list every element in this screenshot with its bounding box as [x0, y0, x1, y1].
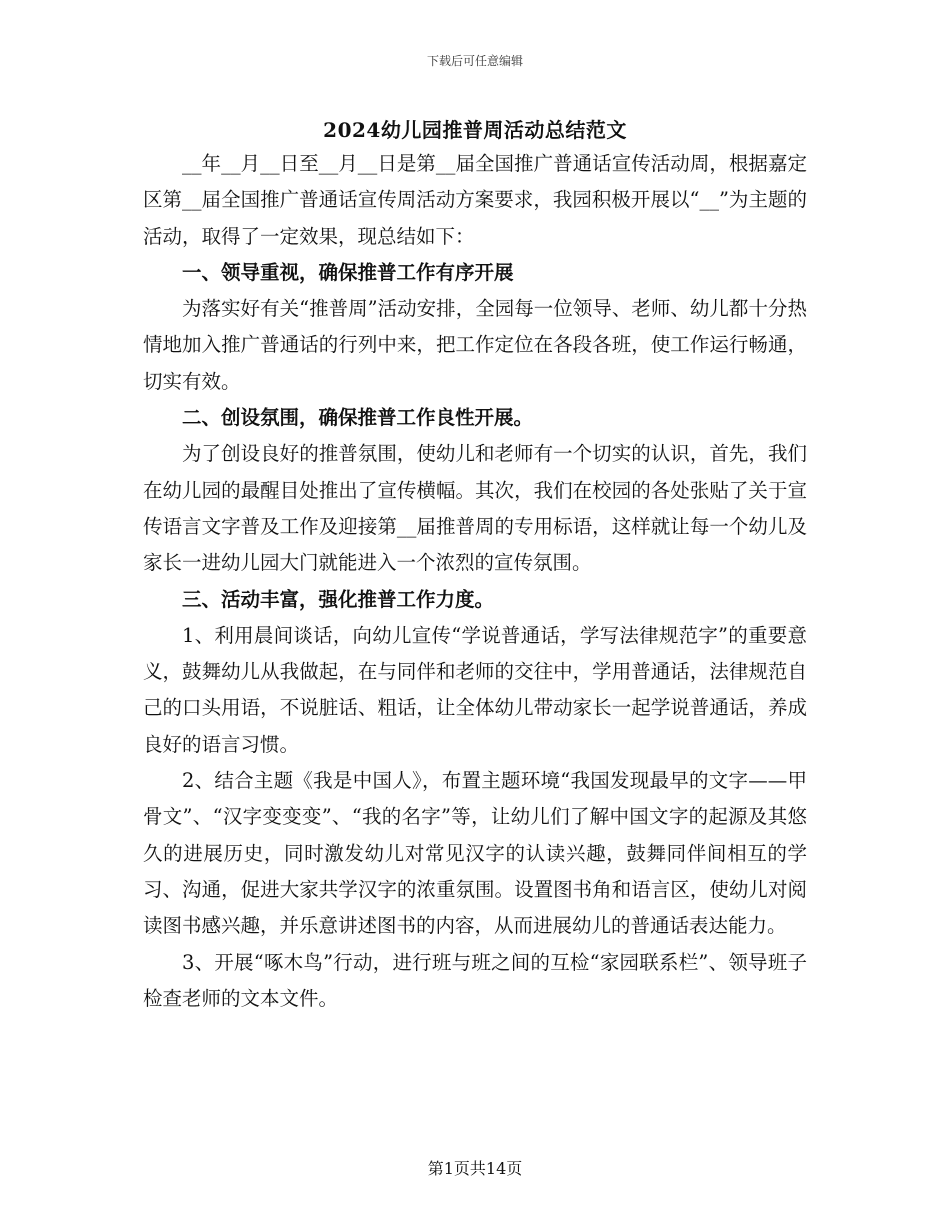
section-heading-1: 一、领导重视，确保推普工作有序开展	[182, 260, 514, 284]
page-footer: 第1页共14页	[427, 1159, 523, 1178]
section-3-item-2: 2、结合主题《我是中国人》，布置主题环境“我国发现最早的文字——甲骨文”、“汉字变变变”、“我的名字”等，让幼儿们了解中国文字的起源及其悠久的进展历史，同时激发幼儿对常见汉字的认读兴趣，鼓舞同伴间相互的学习、沟通，促进大家共学汉字的浓重氛围。设置图书角和语言区，使幼儿对阅读图书感兴趣，并乐意讲述图书的内容，从而进展幼儿的普通话表达能力。	[143, 769, 807, 938]
document-title: 2024幼儿园推普周活动总结范文	[323, 118, 627, 142]
section-heading-2: 二、创设氛围，确保推普工作良性开展。	[182, 406, 534, 430]
section-3-item-1: 1、利用晨间谈话，向幼儿宣传“学说普通话，学写法律规范字”的重要意义，鼓舞幼儿从我做起，在与同伴和老师的交往中，学用普通话，法律规范自己的口头用语，不说脏话、粗话，让全体幼儿带动家长一起学说普通话，养成良好的语言习惯。	[143, 623, 807, 756]
intro-paragraph: __年__月__日至__月__日是第__届全国推广普通话宣传活动周，根据嘉定区第__届全国推广普通话宣传周活动方案要求，我园积极开展以“__”为主题的活动，取得了一定效果，现总结如下：	[143, 152, 807, 248]
section-1-paragraph: 为落实好有关“推普周”活动安排，全园每一位领导、老师、幼儿都十分热情地加入推广普通话的行列中来，把工作定位在各段各班，使工作运行畅通，切实有效。	[143, 297, 807, 393]
document-body	[143, 146, 807, 1017]
section-2-paragraph: 为了创设良好的推普氛围，使幼儿和老师有一个切实的认识，首先，我们在幼儿园的最醒目处推出了宣传横幅。其次，我们在校园的各处张贴了关于宣传语言文字普及工作及迎接第__届推普周的专用标语，这样就让每一个幼儿及家长一进幼儿园大门就能进入一个浓烈的宣传氛围。	[143, 442, 807, 575]
section-heading-3: 三、活动丰富，强化推普工作力度。	[182, 587, 495, 611]
section-3-item-3: 3、开展“啄木鸟”行动，进行班与班之间的互检“家园联系栏”、领导班子检查老师的文本文件。	[143, 950, 807, 1010]
header-note: 下载后可任意编辑	[426, 54, 523, 68]
